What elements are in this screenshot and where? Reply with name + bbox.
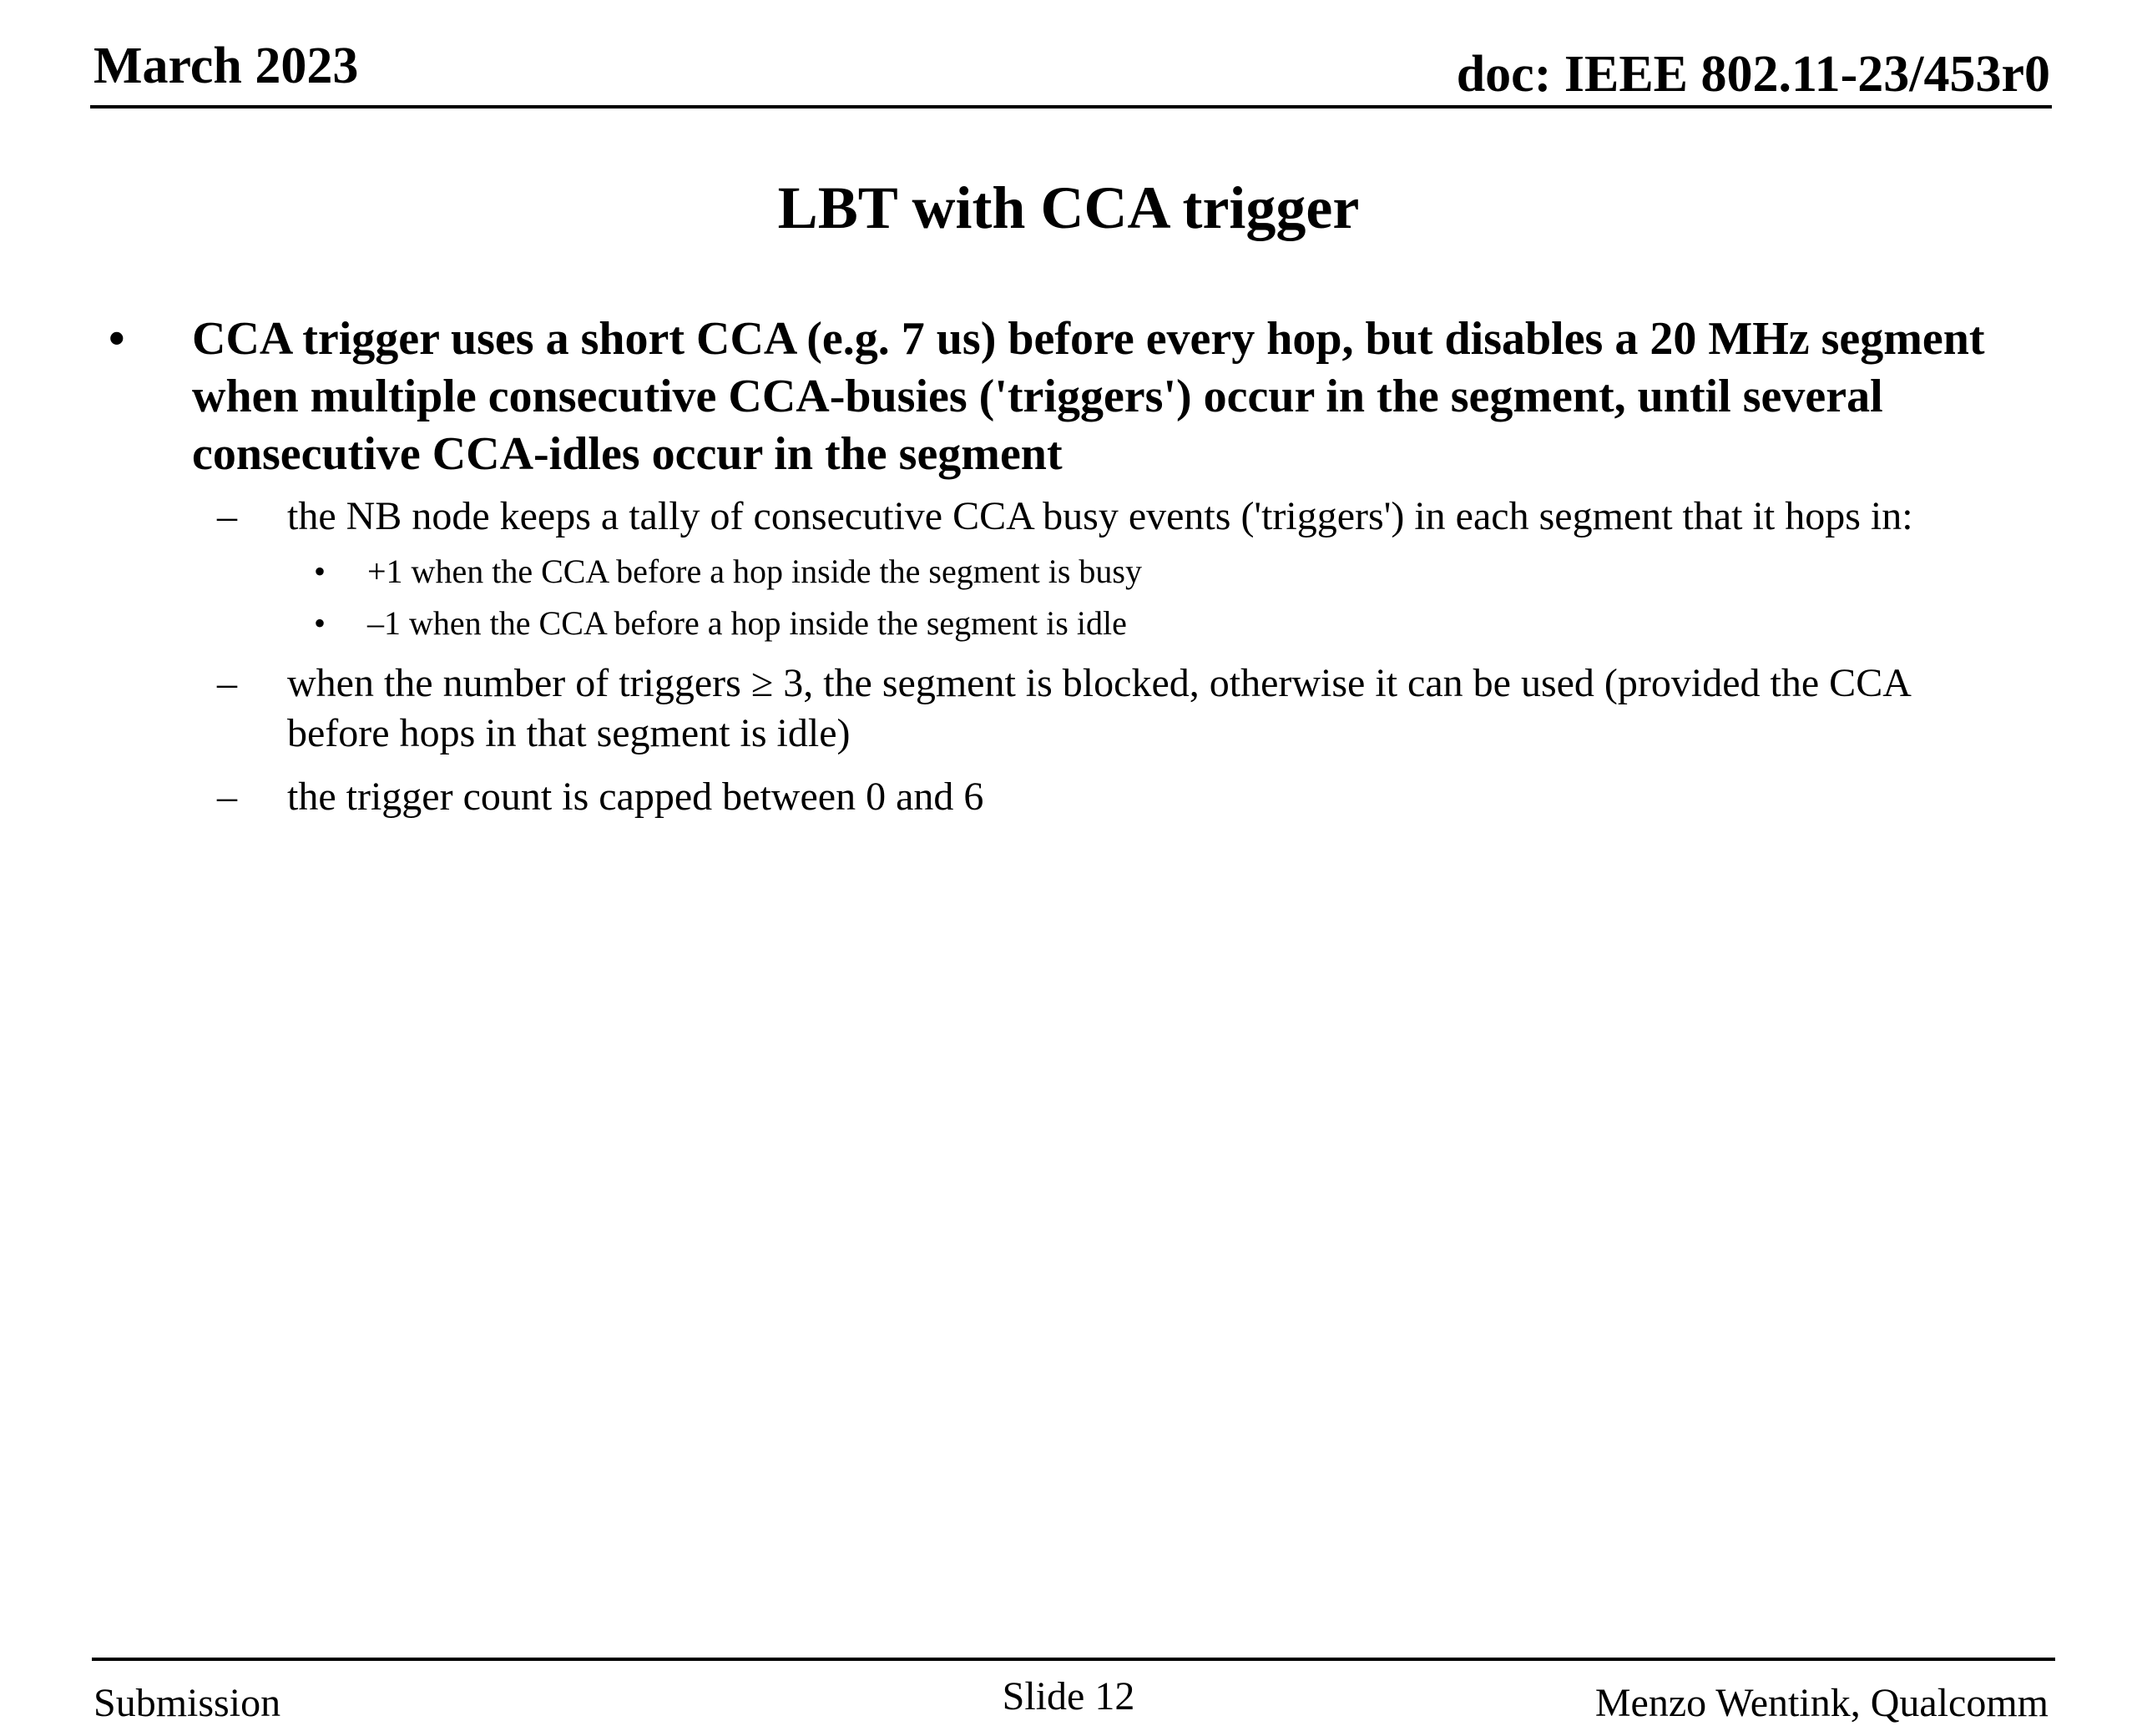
sub-sub-bullet-idle-text: –1 when the CCA before a hop inside the segment is idle (367, 604, 1127, 642)
dash-marker: – (217, 494, 237, 538)
sub-sub-bullet-busy-text: +1 when the CCA before a hop inside the segment is busy (367, 553, 1142, 590)
bullet-marker: • (314, 553, 326, 590)
bullet-main (109, 310, 2012, 483)
sub-bullet-capped (217, 772, 2007, 822)
sub-sub-bullet-busy (314, 550, 1953, 593)
sub-bullet-blocked (217, 659, 2007, 759)
bullet-marker: • (109, 313, 125, 365)
sub-bullet-tally (217, 492, 2007, 542)
slide-title: LBT with CCA trigger (777, 174, 1360, 241)
sub-sub-bullet-idle (314, 602, 1953, 645)
footer-divider (92, 1658, 2055, 1661)
slide-body (0, 310, 2137, 822)
dash-marker: – (217, 661, 237, 705)
sub-bullet-blocked-text: when the number of triggers ≥ 3, the segment is blocked, otherwise it can be used (provided the CCA before hops in that segment is idle) (287, 661, 1910, 755)
sub-bullet-tally-text: the NB node keeps a tally of consecutive CCA busy events ('triggers') in each segment that it hops in: (287, 494, 1913, 538)
footer-author: Menzo Wentink, Qualcomm (1594, 1681, 2049, 1725)
bullet-marker: • (314, 604, 326, 642)
dash-marker: – (217, 775, 237, 819)
sub-bullet-capped-text: the trigger count is capped between 0 and 6 (287, 775, 984, 819)
footer-submission: Submission (93, 1681, 281, 1725)
header-doc-id: doc: IEEE 802.11-23/453r0 (1456, 46, 2050, 103)
header-divider (90, 105, 2052, 108)
header-date: March 2023 (93, 38, 359, 94)
footer-slide-number: Slide 12 (1002, 1674, 1135, 1718)
bullet-main-text: CCA trigger uses a short CCA (e.g. 7 us) before every hop, but disables a 20 MHz segment when multiple consecutive CCA-busies ('triggers') occur in the segment, until several consecutive CCA-idles occur in the segment (192, 313, 1985, 480)
